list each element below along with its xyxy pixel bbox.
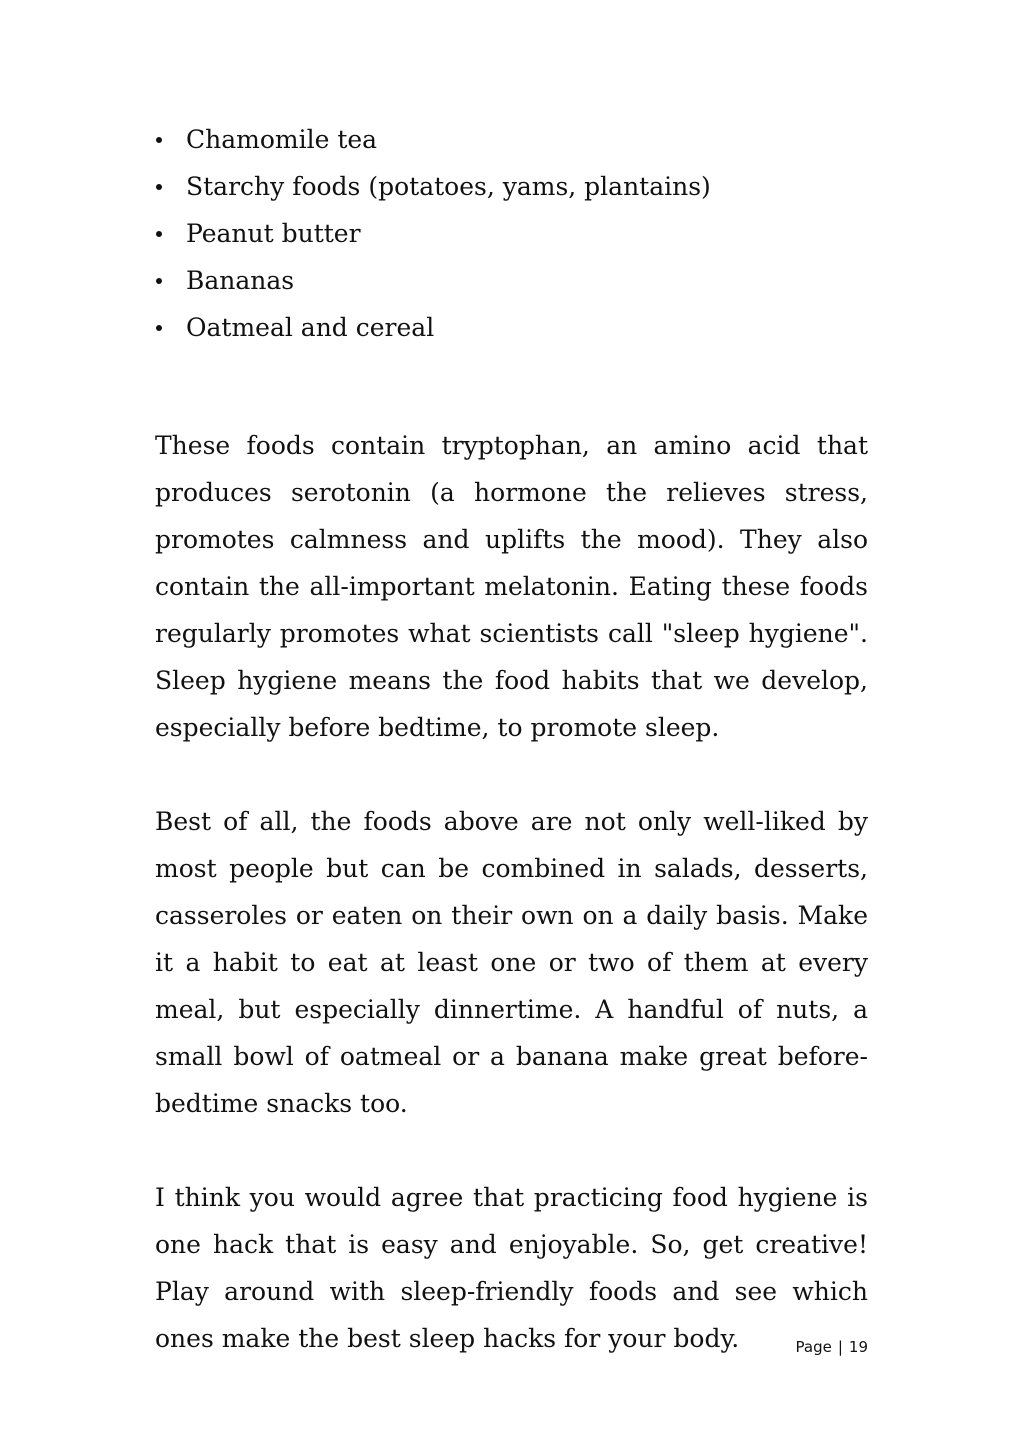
list-item-text: Oatmeal and cereal (186, 313, 435, 342)
paragraph-conclusion: I think you would agree that practicing food hygiene is one hack that is easy and enjoyable. So, get creative! Play around with sleep-friendly foods and see which ones make the best sleep hacks for your body. (155, 1183, 868, 1353)
page-footer (796, 1338, 868, 1356)
page-separator: | (837, 1338, 843, 1356)
bullet-icon (156, 325, 162, 331)
list-item (155, 116, 868, 163)
list-item (155, 210, 868, 257)
bullet-icon (156, 137, 162, 143)
list-item (155, 163, 868, 210)
list-item-text: Starchy foods (potatoes, yams, plantains) (186, 172, 711, 201)
bullet-icon (156, 184, 162, 190)
list-item (155, 304, 868, 351)
list-item-text: Chamomile tea (186, 125, 378, 154)
list-item (155, 257, 868, 304)
list-item-text: Bananas (186, 266, 295, 295)
page-label: Page (795, 1338, 832, 1356)
page-content (155, 116, 868, 1362)
paragraph-tryptophan: These foods contain tryptophan, an amino acid that produces serotonin (a hormone the relieves stress, promotes calmness and uplifts the mood). They also contain the all-important melatonin. Eating these foods regularly promotes what scientists call "sleep hygiene". Sleep hygiene means the food habits that we develop, especially before bedtime, to promote sleep. (155, 431, 868, 742)
bullet-icon (156, 231, 162, 237)
page-number: 19 (848, 1338, 868, 1356)
bullet-icon (156, 278, 162, 284)
list-item-text: Peanut butter (186, 219, 361, 248)
food-list (155, 116, 868, 351)
paragraph-best-of-all: Best of all, the foods above are not only well-liked by most people but can be combined in salads, desserts, casseroles or eaten on their own on a daily basis. Make it a habit to eat at least one or two of them at every meal, but especially dinnertime. A handful of nuts, a small bowl of oatmeal or a banana make great before-bedtime snacks too. (155, 807, 868, 1118)
